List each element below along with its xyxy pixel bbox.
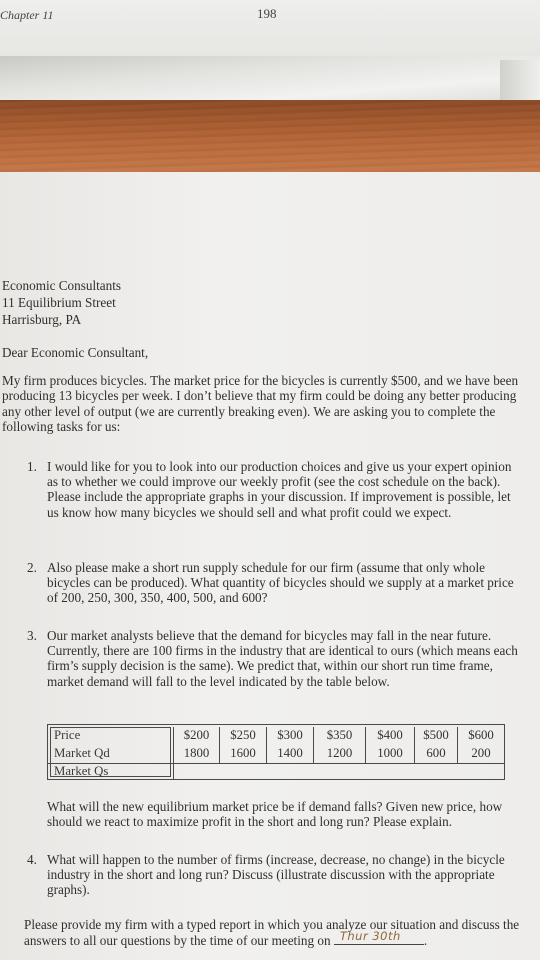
empty-qs-cells bbox=[173, 764, 504, 780]
item-number: 2. bbox=[27, 560, 37, 575]
salutation: Dear Economic Consultant, bbox=[2, 345, 149, 360]
table-cell: 1000 bbox=[366, 745, 415, 763]
meeting-date-blank bbox=[334, 929, 424, 945]
table-row-market-qd bbox=[48, 745, 504, 763]
table-cell: $400 bbox=[366, 727, 415, 745]
item-number: 4. bbox=[27, 852, 37, 867]
demand-table bbox=[47, 724, 505, 780]
item-number: 1. bbox=[27, 459, 37, 474]
table-cell: 1600 bbox=[220, 745, 267, 763]
table-row-price bbox=[48, 727, 504, 745]
task-item-3: Our market analysts believe that the demand for bicycles may fall in the near future. Currently, there are 100 firms in the industry that are identical to ours (which means each firm’s supply decision is the same). We predict that, within our short run time frame, market demand will fall to the level indicated by the table below. bbox=[47, 628, 518, 689]
task-item-2: Also please make a short run supply schedule for our firm (assume that only whole bicycles can be produced). What quantity of bicycles should we supply at a market price of 200, 250, 300, 350, 400, 500, and 600? bbox=[47, 560, 514, 606]
row-label: Price bbox=[54, 728, 81, 742]
table-cell: 1800 bbox=[173, 745, 220, 763]
table-cell: $600 bbox=[468, 728, 494, 742]
table-cell: 600 bbox=[415, 745, 458, 763]
table-cell: $300 bbox=[267, 727, 314, 745]
address-line: Economic Consultants bbox=[2, 278, 122, 293]
chapter-heading: Chapter 11 bbox=[0, 8, 54, 22]
task-item-4: What will happen to the number of firms (increase, decrease, no change) in the bicycle industry in the short and long run? Discuss (illustrate discussion with the appropriate graphs). bbox=[47, 852, 505, 898]
table-cell: $500 bbox=[415, 727, 458, 745]
table-cell: 1400 bbox=[267, 745, 314, 763]
closing-paragraph bbox=[24, 917, 524, 949]
table-cell: 200 bbox=[471, 746, 491, 760]
table-cell: $250 bbox=[220, 727, 267, 745]
book-pages-edge bbox=[0, 56, 540, 104]
book-page-top bbox=[0, 0, 540, 60]
handwritten-date: Thur 30th bbox=[339, 929, 401, 943]
row-label: Market Qd bbox=[54, 746, 110, 760]
recipient-address bbox=[2, 277, 302, 328]
table-cell: 1200 bbox=[314, 745, 366, 763]
table-cell: $350 bbox=[314, 727, 366, 745]
item-number: 3. bbox=[27, 628, 37, 643]
wood-grain bbox=[0, 100, 540, 172]
row-label: Market Qs bbox=[54, 764, 109, 778]
intro-paragraph: My firm produces bicycles. The market price for the bicycles is currently $500, and we have been producing 13 bicycles per week. I don’t believe that my firm could be doing any better producing any other level of output (we are currently breaking even). We are asking you to complete the following tasks for us: bbox=[2, 373, 519, 435]
table-cell: $200 bbox=[173, 727, 220, 745]
table-row-market-qs bbox=[48, 763, 504, 780]
address-line: 11 Equilibrium Street bbox=[2, 295, 116, 310]
page-number: 198 bbox=[257, 6, 277, 21]
closing-text: Please provide my firm with a typed report in which you analyze our situation and discuss the answers to all our questions by the time of our meeting on bbox=[24, 917, 520, 949]
address-line: Harrisburg, PA bbox=[2, 312, 82, 327]
equilibrium-question: What will the new equilibrium market price be if demand falls? Given new price, how should we react to maximize profit in the short and long run? Please explain. bbox=[47, 799, 503, 830]
closing-period: . bbox=[423, 933, 428, 949]
task-item-1: I would like for you to look into our production choices and give us your expert opinion as to whether we could improve our weekly profit (see the cost schedule on the back). Please include the appropriate graphs in your discussion. If improvement is possible, let us know how many bicycles we should sell and what profit could we expect. bbox=[47, 459, 512, 520]
